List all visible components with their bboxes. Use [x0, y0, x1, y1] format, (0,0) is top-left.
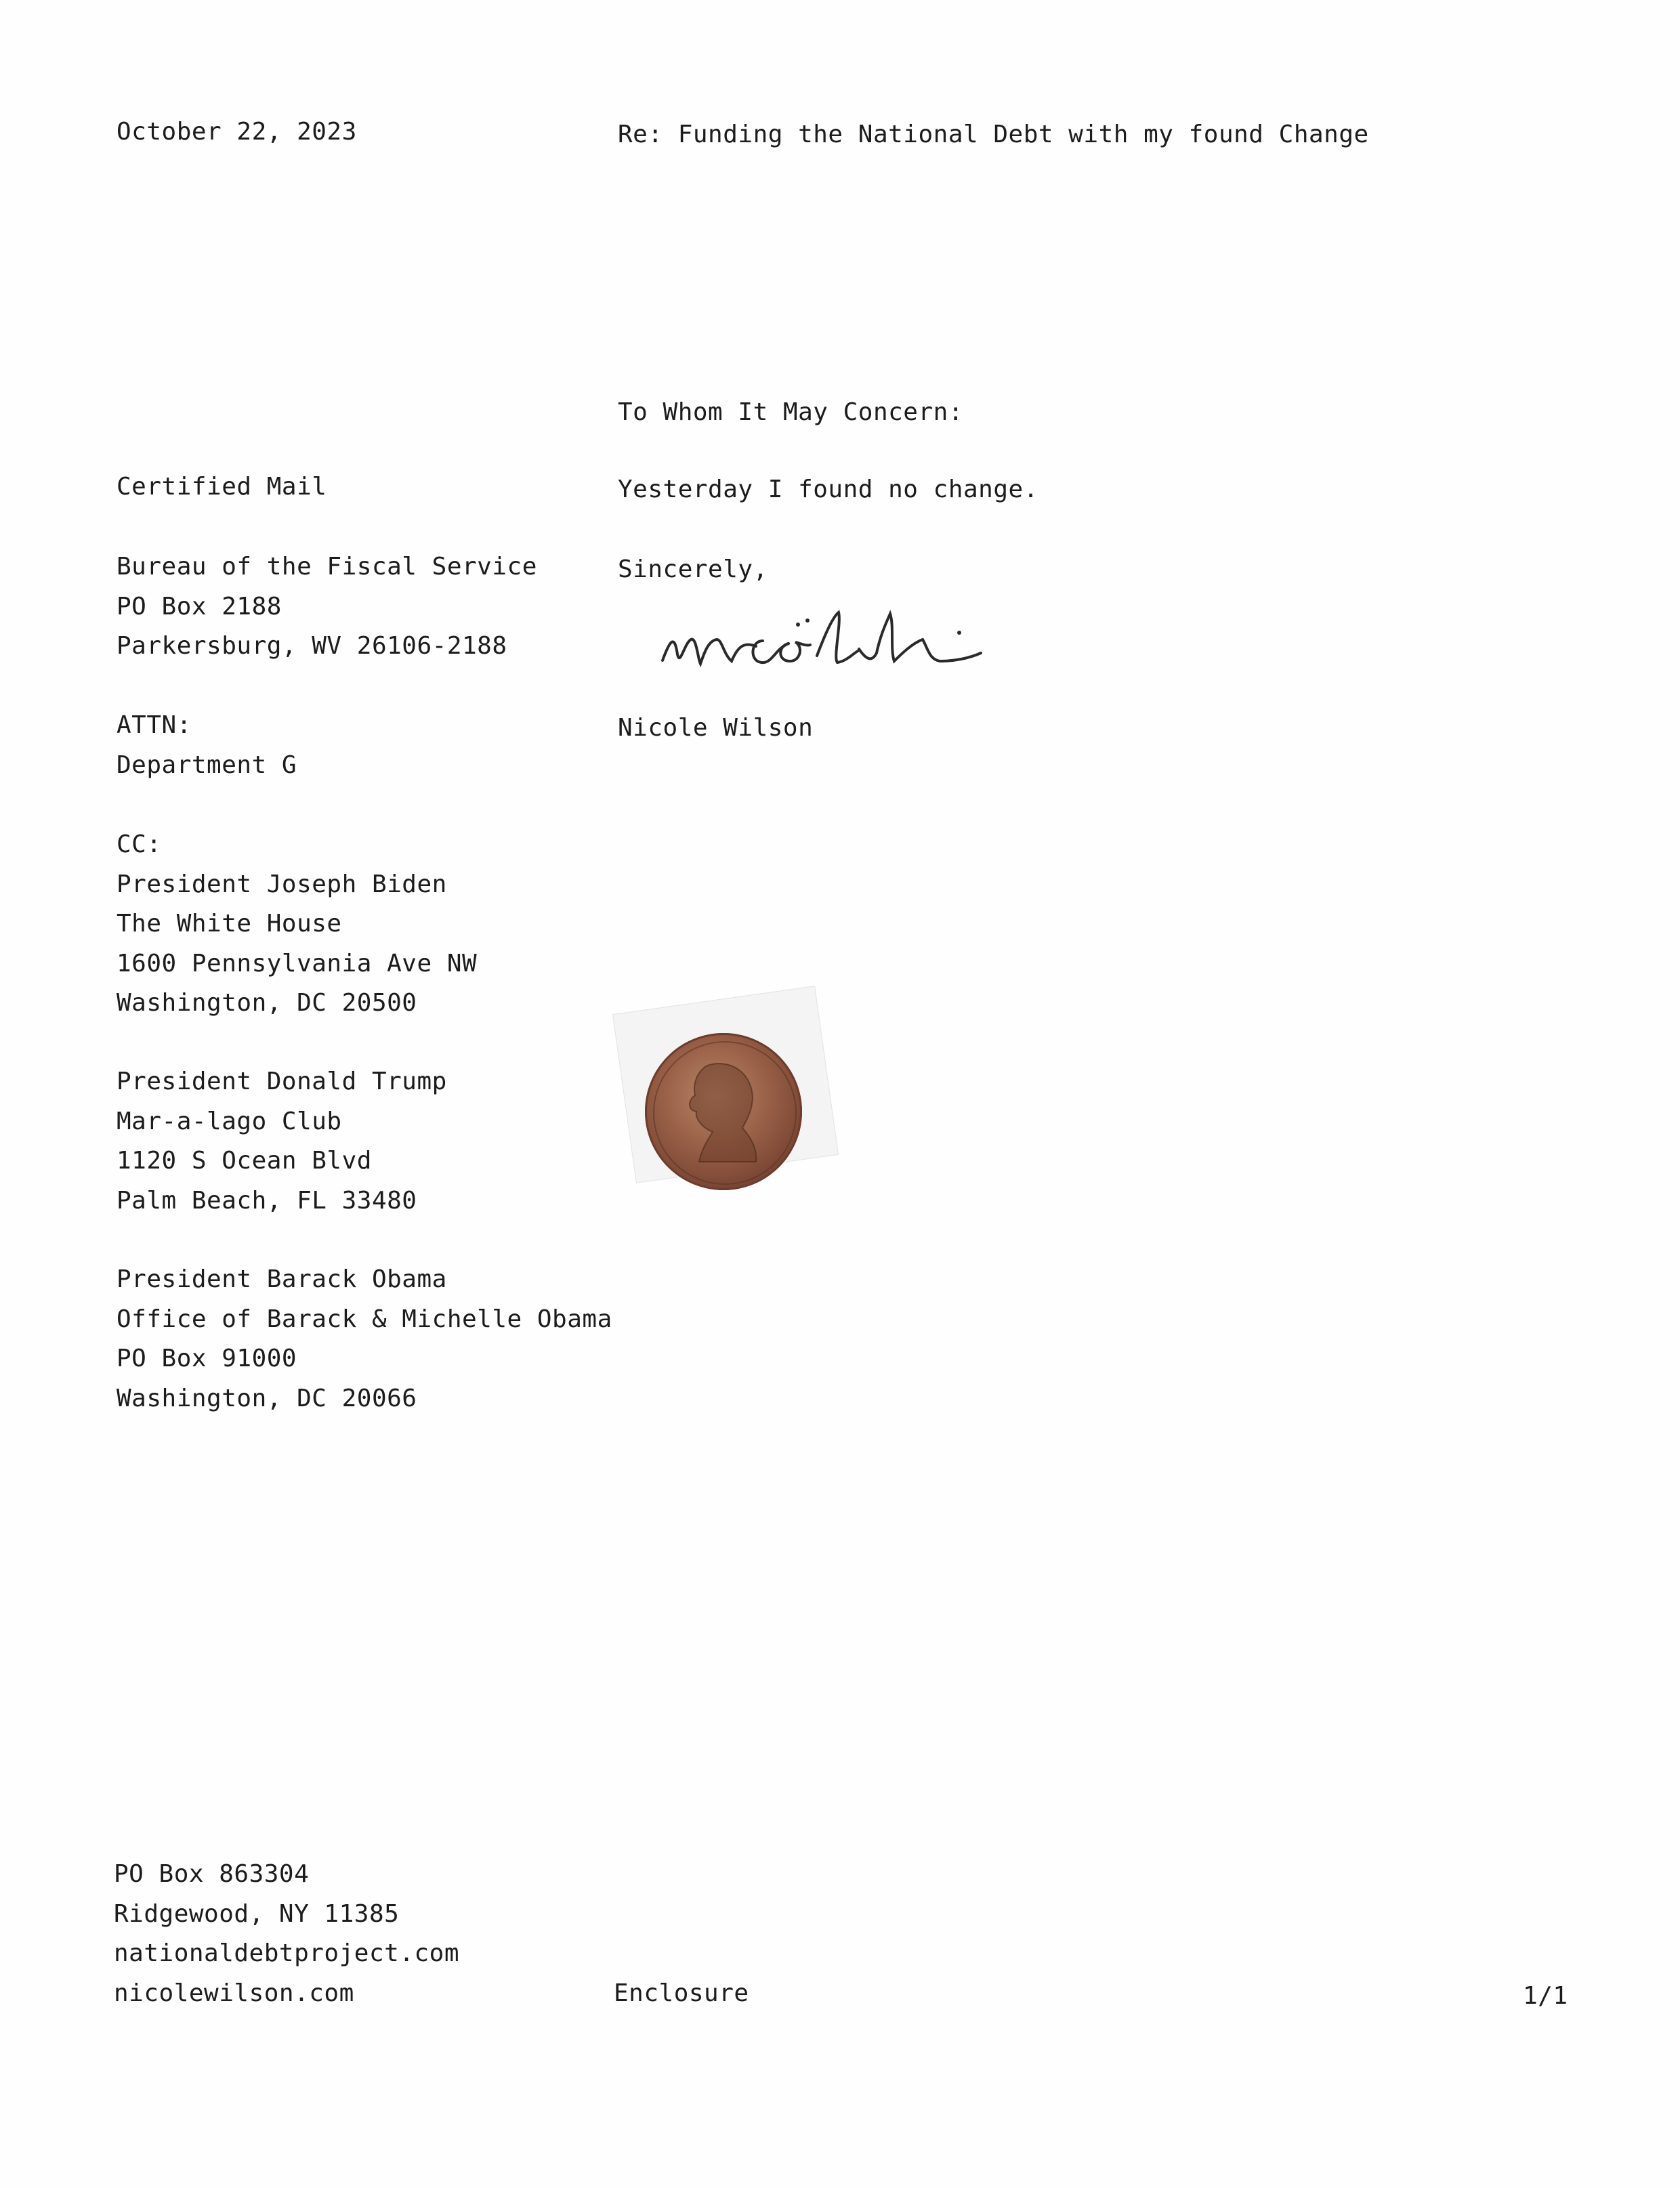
cc-recipient-obama — [117, 1260, 612, 1418]
cc-line: The White House — [117, 910, 342, 938]
cc-line: President Joseph Biden — [117, 870, 447, 898]
cc-line: PO Box 91000 — [117, 1345, 297, 1372]
salutation: To Whom It May Concern: — [618, 398, 963, 426]
cc-block — [117, 825, 477, 1024]
cc-line: Mar-a-lago Club — [117, 1107, 342, 1135]
sender-address — [114, 1855, 459, 2013]
attention-label: ATTN: — [117, 711, 192, 739]
attention-block — [117, 706, 297, 785]
cc-line: Washington, DC 20500 — [117, 989, 417, 1017]
cc-line: Washington, DC 20066 — [117, 1384, 417, 1412]
enclosure-note: Enclosure — [614, 1979, 749, 2007]
cc-recipient-trump — [117, 1062, 447, 1221]
recipient-line: Bureau of the Fiscal Service — [117, 553, 537, 581]
lincoln-profile-icon — [672, 1053, 774, 1169]
cc-line: President Barack Obama — [117, 1265, 447, 1293]
penny-coin-icon — [610, 986, 854, 1189]
signer-name: Nicole Wilson — [618, 714, 814, 742]
penny-coin — [645, 1033, 802, 1190]
recipient-line: PO Box 2188 — [117, 592, 282, 620]
cc-line: 1120 S Ocean Blvd — [117, 1147, 372, 1175]
cc-line: 1600 Pennsylvania Ave NW — [117, 949, 478, 977]
letter-date: October 22, 2023 — [117, 118, 357, 146]
sender-website-link[interactable]: nicolewilson.com — [114, 1979, 354, 2007]
cc-label: CC: — [117, 830, 162, 858]
sender-line: Ridgewood, NY 11385 — [114, 1899, 400, 1928]
page-number: 1/1 — [1523, 1982, 1568, 2010]
sender-line: PO Box 863304 — [114, 1860, 310, 1888]
cc-line: Office of Barack & Michelle Obama — [117, 1305, 612, 1333]
closing: Sincerely, — [618, 555, 768, 583]
letter-subject: Re: Funding the National Debt with my found Change — [618, 121, 1369, 148]
delivery-method: Certified Mail — [117, 473, 327, 501]
handwritten-signature — [656, 596, 988, 684]
recipient-address — [117, 547, 537, 667]
cc-line: President Donald Trump — [117, 1068, 447, 1095]
attention-department: Department G — [117, 751, 297, 779]
sender-website-link[interactable]: nationaldebtproject.com — [114, 1939, 459, 1967]
cc-line: Palm Beach, FL 33480 — [117, 1186, 417, 1215]
letter-body: Yesterday I found no change. — [618, 476, 1038, 503]
recipient-line: Parkersburg, WV 26106-2188 — [117, 632, 507, 660]
